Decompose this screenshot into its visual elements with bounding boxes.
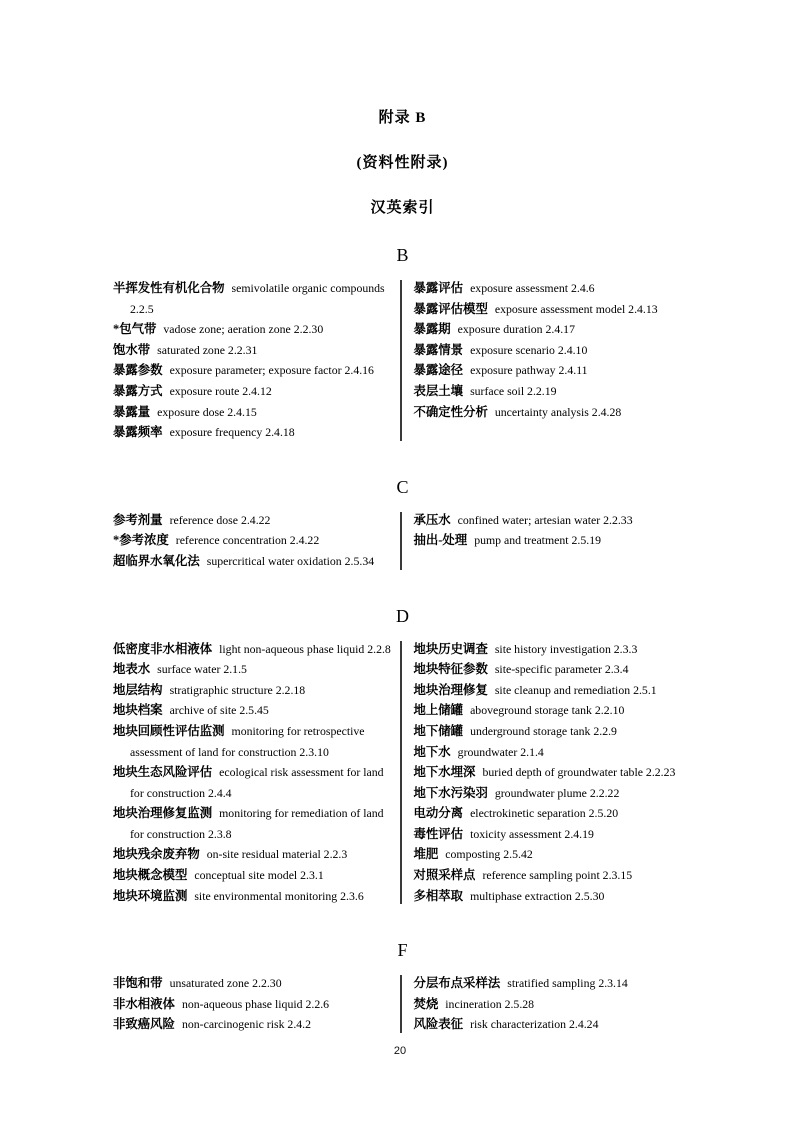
- index-entry: [113, 510, 400, 531]
- entry-term-zh: 非致癌风险: [113, 1017, 175, 1032]
- entry-term-zh: 超临界水氧化法: [113, 553, 200, 568]
- index-entry: [113, 994, 400, 1015]
- section-letter: D: [396, 605, 409, 626]
- index-entry: [414, 721, 693, 742]
- entry-definition-en: surface water 2.1.5: [157, 662, 247, 677]
- entry-definition-en: site environmental monitoring 2.3.6: [194, 888, 364, 903]
- entry-term-zh: 对照采样点: [413, 868, 476, 883]
- entry-definition-en: aboveground storage tank 2.2.10: [470, 703, 625, 718]
- entry-term-zh: 地块环境监测: [113, 888, 188, 903]
- index-entry: [414, 530, 693, 551]
- entry-term-zh: 堆肥: [413, 847, 439, 862]
- entry-term-zh: 地块概念模型: [113, 868, 188, 883]
- index-entry: [414, 510, 693, 531]
- entry-definition-en: site history investigation 2.3.3: [494, 641, 638, 656]
- right-column: [402, 973, 693, 1035]
- entry-definition-en: stratigraphic structure 2.2.18: [169, 682, 306, 697]
- right-column: [402, 278, 693, 443]
- entry-definition-en: saturated zone 2.2.31: [157, 342, 258, 357]
- entry-definition-en: exposure assessment 2.4.6: [470, 281, 595, 295]
- entry-definition-en: vadose zone; aeration zone 2.2.30: [163, 322, 324, 337]
- index-entry: [414, 783, 693, 804]
- index-entry: [113, 360, 400, 381]
- entry-term-zh: 地层结构: [113, 682, 163, 697]
- index-entry: [113, 278, 400, 319]
- entry-term-zh: 参考剂量: [113, 512, 163, 527]
- index-sections: [113, 245, 692, 1035]
- entry-term-zh: 地块残余废弃物: [113, 847, 200, 862]
- entry-definition-en: surface soil 2.2.19: [470, 383, 557, 398]
- entry-term-zh: 地表水: [113, 662, 151, 677]
- index-entry: [113, 319, 400, 340]
- entry-definition-en: risk characterization 2.4.24: [470, 1017, 599, 1032]
- index-entry: [414, 994, 693, 1015]
- index-entry: [113, 886, 400, 907]
- entry-definition-en: exposure pathway 2.4.11: [470, 363, 588, 378]
- index-entry: [113, 700, 400, 721]
- index-entry: [414, 973, 693, 994]
- entry-definition-en: archive of site 2.5.45: [169, 703, 269, 718]
- entry-term-zh: 暴露评估模型: [413, 301, 488, 316]
- entry-term-zh: 地下储罐: [413, 723, 464, 738]
- right-column: [402, 639, 693, 907]
- entry-term-zh: 地块生态风险评估: [113, 765, 213, 780]
- entry-term-zh: 不确定性分析: [413, 404, 488, 419]
- entry-term-zh: 暴露方式: [113, 383, 163, 398]
- section-letter: C: [396, 476, 409, 497]
- index-entry: [113, 973, 400, 994]
- entry-definition-en: reference sampling point 2.3.15: [482, 868, 633, 883]
- index-entry: [414, 340, 693, 361]
- index-entry: [113, 639, 400, 660]
- entry-definition-en: exposure frequency 2.4.18: [169, 425, 295, 440]
- entry-term-zh: 表层土壤: [413, 383, 464, 398]
- entry-definition-en: exposure assessment model 2.4.13: [494, 301, 658, 316]
- entry-term-zh: 暴露量: [113, 404, 151, 419]
- entry-term-zh: 暴露期: [413, 322, 451, 337]
- index-entry: [113, 721, 400, 762]
- entry-term-zh: 毒性评估: [413, 826, 464, 841]
- entry-term-zh: 暴露途径: [413, 363, 464, 378]
- entry-term-zh: 地下水埋深: [413, 765, 476, 780]
- entry-term-zh: 暴露频率: [113, 425, 163, 440]
- index-entry: [414, 865, 693, 886]
- entry-term-zh: *包气带: [113, 322, 157, 337]
- entry-term-zh: 非水相液体: [113, 996, 175, 1011]
- entry-term-zh: 半挥发性有机化合物: [113, 281, 225, 295]
- entry-term-zh: 地块回顾性评估监测: [113, 723, 225, 738]
- index-entry: [414, 360, 693, 381]
- entry-term-zh: 地下水: [413, 744, 451, 759]
- index-entry: [414, 1014, 693, 1035]
- section-columns: [113, 639, 692, 907]
- entry-term-zh: 地下水污染羽: [413, 785, 488, 800]
- left-column: [113, 278, 400, 443]
- entry-definition-en: non-aqueous phase liquid 2.2.6: [181, 996, 330, 1011]
- index-section: [113, 477, 692, 572]
- section-columns: [113, 510, 692, 572]
- index-entry: [414, 402, 693, 423]
- index-title: 汉英索引: [370, 200, 435, 216]
- entry-definition-en: ecological risk assessment for land for construction 2.4.4: [130, 765, 384, 800]
- entry-definition-en: exposure parameter; exposure factor 2.4.16: [169, 363, 374, 378]
- index-entry: [113, 844, 400, 865]
- entry-definition-en: buried depth of groundwater table 2.2.23: [482, 765, 676, 780]
- index-entry: [414, 886, 693, 907]
- index-entry: [414, 319, 693, 340]
- left-column: [113, 973, 400, 1035]
- index-entry: [414, 680, 693, 701]
- index-entry: [113, 402, 400, 423]
- appendix-subtitle: (资料性附录): [356, 155, 449, 171]
- entry-term-zh: *参考浓度: [113, 533, 169, 548]
- entry-term-zh: 低密度非水相液体: [113, 641, 213, 656]
- index-section: [113, 245, 692, 443]
- index-entry: [414, 278, 693, 299]
- index-entry: [113, 1014, 400, 1035]
- entry-definition-en: monitoring for retrospective assessment of land for construction 2.3.10: [130, 723, 365, 759]
- entry-definition-en: incineration 2.5.28: [445, 996, 535, 1011]
- entry-term-zh: 承压水: [413, 512, 451, 527]
- entry-definition-en: site cleanup and remediation 2.5.1: [494, 682, 657, 697]
- index-entry: [414, 803, 693, 824]
- index-entry: [414, 824, 693, 845]
- entry-definition-en: confined water; artesian water 2.2.33: [457, 512, 633, 527]
- section-columns: [113, 278, 692, 443]
- index-section: [113, 940, 692, 1035]
- section-columns: [113, 973, 692, 1035]
- entry-definition-en: non-carcinogenic risk 2.4.2: [181, 1017, 312, 1032]
- entry-definition-en: light non-aqueous phase liquid 2.2.8: [219, 641, 391, 656]
- left-column: [113, 510, 400, 572]
- index-entry: [414, 762, 693, 783]
- right-column: [402, 510, 693, 572]
- entry-term-zh: 分层布点采样法: [413, 976, 501, 991]
- entry-definition-en: monitoring for remediation of land for construction 2.3.8: [130, 806, 384, 841]
- entry-term-zh: 地块特征参数: [413, 662, 488, 677]
- index-entry: [113, 865, 400, 886]
- index-entry: [414, 299, 693, 320]
- index-entry: [414, 659, 693, 680]
- entry-definition-en: semivolatile organic compounds 2.2.5: [130, 281, 385, 316]
- index-entry: [414, 742, 693, 763]
- index-entry: [113, 340, 400, 361]
- entry-definition-en: exposure scenario 2.4.10: [470, 342, 588, 357]
- entry-term-zh: 地块治理修复: [413, 682, 488, 697]
- index-entry: [414, 381, 693, 402]
- entry-definition-en: groundwater 2.1.4: [457, 744, 544, 759]
- index-entry: [414, 639, 693, 660]
- index-entry: [414, 844, 693, 865]
- index-entry: [113, 659, 400, 680]
- entry-term-zh: 饱水带: [113, 342, 151, 357]
- entry-definition-en: reference dose 2.4.22: [169, 512, 271, 527]
- entry-definition-en: stratified sampling 2.3.14: [507, 976, 628, 991]
- entry-term-zh: 多相萃取: [413, 888, 464, 903]
- entry-definition-en: exposure route 2.4.12: [169, 383, 272, 398]
- entry-term-zh: 焚烧: [413, 996, 439, 1011]
- index-section: [113, 606, 692, 907]
- entry-definition-en: exposure dose 2.4.15: [157, 404, 257, 419]
- entry-definition-en: composting 2.5.42: [445, 847, 533, 862]
- section-letter: F: [397, 940, 408, 961]
- index-entry: [113, 551, 400, 572]
- page-number: 20: [393, 1045, 407, 1057]
- entry-definition-en: electrokinetic separation 2.5.20: [470, 806, 619, 821]
- entry-term-zh: 暴露评估: [413, 281, 464, 295]
- entry-definition-en: on-site residual material 2.2.3: [206, 847, 348, 862]
- entry-definition-en: supercritical water oxidation 2.5.34: [206, 553, 375, 568]
- entry-definition-en: pump and treatment 2.5.19: [474, 533, 601, 548]
- entry-term-zh: 抽出-处理: [413, 533, 468, 548]
- index-entry: [113, 680, 400, 701]
- entry-definition-en: underground storage tank 2.2.9: [470, 723, 617, 738]
- entry-definition-en: reference concentration 2.4.22: [175, 533, 320, 548]
- entry-term-zh: 地块历史调查: [413, 641, 488, 656]
- index-entry: [113, 803, 400, 844]
- entry-term-zh: 地块档案: [113, 703, 163, 718]
- section-letter: B: [396, 245, 409, 265]
- entry-term-zh: 地上储罐: [413, 703, 464, 718]
- entry-definition-en: toxicity assessment 2.4.19: [470, 826, 594, 841]
- entry-definition-en: unsaturated zone 2.2.30: [169, 976, 282, 991]
- index-entry: [113, 530, 400, 551]
- entry-definition-en: uncertainty analysis 2.4.28: [494, 404, 622, 419]
- entry-definition-en: conceptual site model 2.3.1: [194, 868, 324, 883]
- entry-term-zh: 暴露情景: [413, 342, 464, 357]
- entry-term-zh: 非饱和带: [113, 976, 163, 991]
- entry-term-zh: 电动分离: [413, 806, 464, 821]
- entry-definition-en: exposure duration 2.4.17: [457, 322, 575, 337]
- entry-definition-en: site-specific parameter 2.3.4: [494, 662, 629, 677]
- entry-definition-en: groundwater plume 2.2.22: [494, 785, 620, 800]
- appendix-title: 附录 B: [378, 110, 427, 126]
- entry-definition-en: multiphase extraction 2.5.30: [470, 888, 605, 903]
- index-entry: [113, 422, 400, 443]
- left-column: [113, 639, 400, 907]
- index-entry: [113, 762, 400, 803]
- entry-term-zh: 暴露参数: [113, 363, 163, 378]
- entry-term-zh: 地块治理修复监测: [113, 806, 213, 821]
- entry-term-zh: 风险表征: [413, 1017, 464, 1032]
- index-entry: [113, 381, 400, 402]
- index-entry: [414, 700, 693, 721]
